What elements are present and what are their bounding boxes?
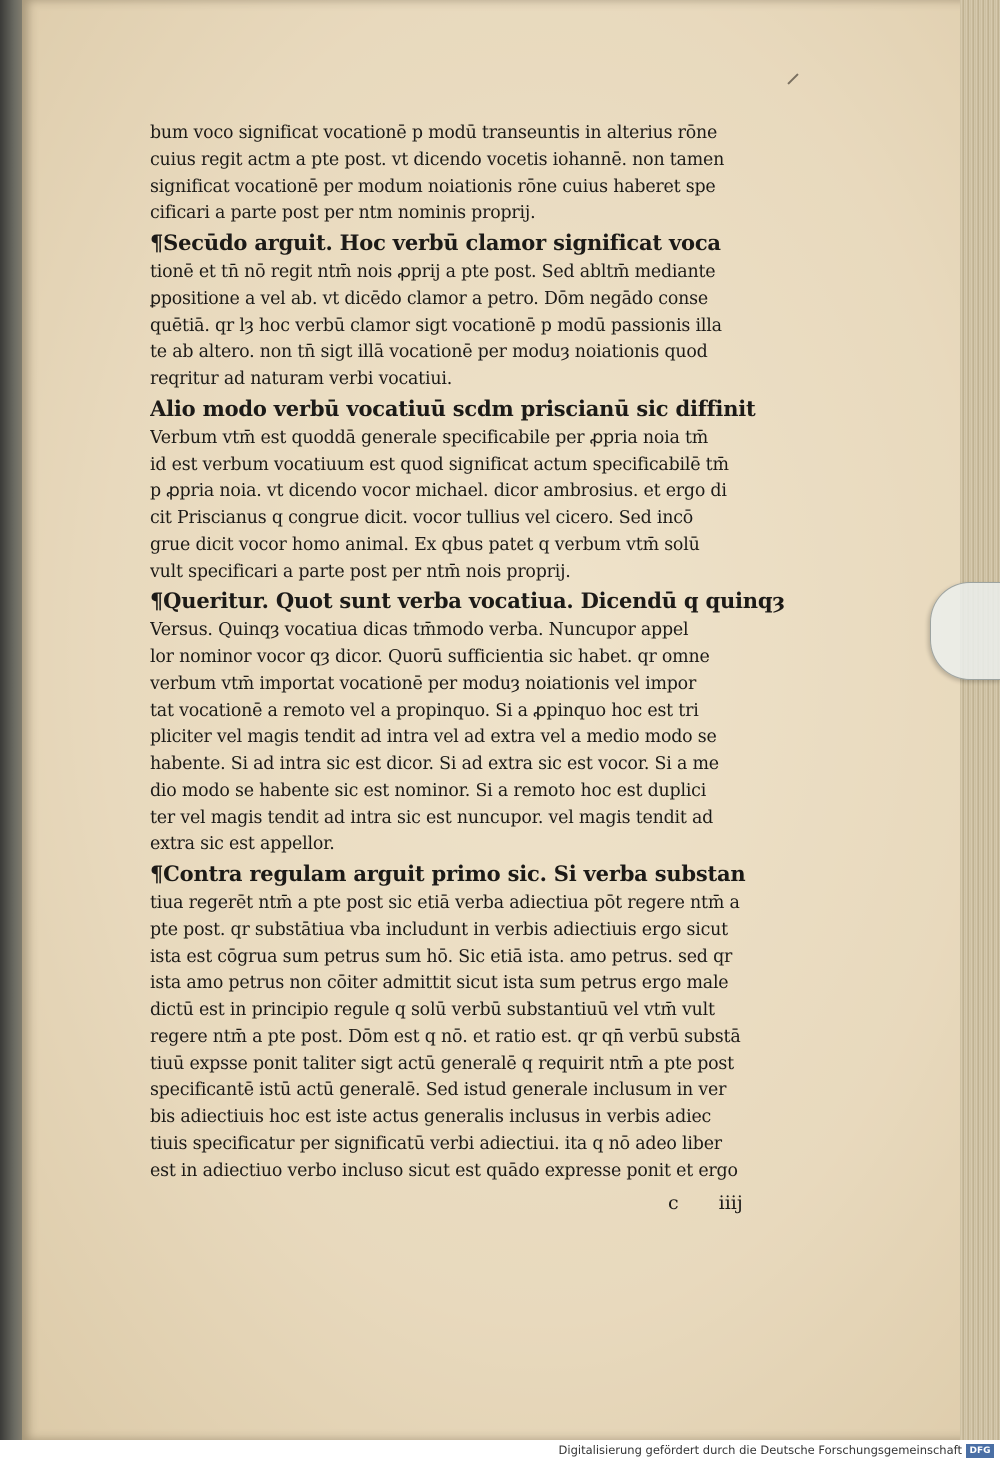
text-line: cit Priscianus q congrue dicit. vocor tullius vel cicero. Sed incō [150, 508, 694, 528]
text-line: ꝑpositione a vel ab. vt dicēdo clamor a petro. Dōm negādo conse [150, 288, 708, 309]
text-heading-line: Alio modo verbū vocatiuū scdm priscianū sic diffinit [150, 395, 756, 421]
text-line: ter vel magis tendit ad intra sic est nuncupor. vel magis tendit ad [150, 807, 714, 828]
footer-credit: Digitalisierung gefördert durch die Deutsche Forschungsgemeinschaft [558, 1443, 962, 1457]
text-line: tiuū expsse ponit taliter sigt actū generalē q requirit ntm̄ a pte post [150, 1053, 734, 1074]
footer-bar [0, 1440, 1000, 1462]
text-heading-line: ¶Contra regulam arguit primo sic. Si verba substan [150, 861, 746, 886]
text-line: grue dicit vocor homo animal. Ex qbus patet q verbum vtm̄ solū [150, 534, 700, 555]
text-heading-line: ¶Secūdo arguit. Hoc verbū clamor significat voca [150, 230, 721, 255]
text-line: tiua regerēt ntm̄ a pte post sic etiā verba adiectiua pōt regere ntm̄ a [150, 893, 740, 913]
text-line: tiuis specificatur per significatū verbi adiectiui. ita q nō adeo liber [150, 1133, 722, 1154]
text-line: lor nominor vocor qȝ dicor. Quorū sufficientia sic habet. qr omne [150, 647, 710, 667]
text-line: reqritur ad naturam verbi vocatiui. [150, 369, 453, 389]
signature-mark [668, 1192, 743, 1214]
page-body-text [150, 120, 840, 1184]
text-line: pte post. qr substātiua vba includunt in verbis adiectiuis ergo sicut [150, 919, 728, 940]
text-line: bis adiectiuis hoc est iste actus generalis inclusus in verbis adiec [150, 1107, 712, 1127]
text-line: ista amo petrus non cōiter admittit sicut ista sum petrus ergo male [150, 973, 729, 994]
text-line: vult specificari a parte post per ntm̄ nois proprij. [150, 561, 571, 582]
text-line: est in adiectiuo verbo incluso sicut est quādo expresse ponit et ergo [150, 1160, 738, 1181]
text-line: tat vocationē a remoto vel a propinquo. Si a ꝓpinquo hoc est tri [150, 700, 699, 721]
folio-number: iiij [718, 1192, 743, 1214]
text-line: Versus. Quinqȝ vocatiua dicas tm̄modo verba. Nuncupor appel [150, 620, 689, 641]
text-line: bum voco significat vocationē p modū transeuntis in alterius rōne [150, 123, 718, 143]
text-line: pliciter vel magis tendit ad intra vel ad extra vel a medio modo se [150, 727, 717, 748]
text-line: p ꝓpria noia. vt dicendo vocor michael. dicor ambrosius. et ergo di [150, 481, 727, 502]
text-line: extra sic est appellor. [150, 834, 335, 855]
text-line: regere ntm̄ a pte post. Dōm est q nō. et ratio est. qr qn̄ verbū substā [150, 1026, 741, 1047]
text-line: habente. Si ad intra sic est dicor. Si ad extra sic est vocor. Si a me [150, 754, 719, 774]
signature-letter: c [668, 1192, 679, 1214]
text-line: dio modo se habente sic est nominor. Si a remoto hoc est duplici [150, 780, 707, 801]
plastic-clip [930, 582, 1000, 680]
text-heading-line: ¶Queritur. Quot sunt verba vocatiua. Dicendū q quinqȝ [150, 588, 785, 614]
text-line: ista est cōgrua sum petrus sum hō. Sic etiā ista. amo petrus. sed qr [150, 946, 733, 967]
text-line: significat vocationē per modum noiationis rōne cuius haberet spe [150, 176, 716, 197]
text-line: cuius regit actm a pte post. vt dicendo vocetis iohannē. non tamen [150, 149, 725, 170]
page-stack-edge [960, 0, 1000, 1440]
dfg-logo: DFG [966, 1444, 994, 1458]
text-line: verbum vtm̄ importat vocationē per moduȝ noiationis vel impor [150, 673, 697, 694]
text-line: dictū est in principio regule q solū verbū substantiuū vel vtm̄ vult [150, 1000, 715, 1020]
text-line: cificari a parte post per ntm nominis proprij. [150, 203, 536, 224]
text-line: specificantē istū actū generalē. Sed istud generale inclusum in ver [150, 1080, 727, 1101]
text-line: Verbum vtm̄ est quoddā generale specificabile per ꝓpria noia tm̄ [150, 427, 709, 448]
text-line: quētiā. qr lȝ hoc verbū clamor sigt vocationē p modū passionis illa [150, 315, 722, 336]
text-line: id est verbum vocatiuum est quod significat actum specificabilē tm̄ [150, 454, 729, 475]
text-line: tionē et tn̄ nō regit ntm̄ nois ꝓprij a pte post. Sed abltm̄ mediante [150, 262, 716, 282]
text-line: te ab altero. non tn̄ sigt illā vocationē per moduȝ noiationis quod [150, 342, 708, 363]
